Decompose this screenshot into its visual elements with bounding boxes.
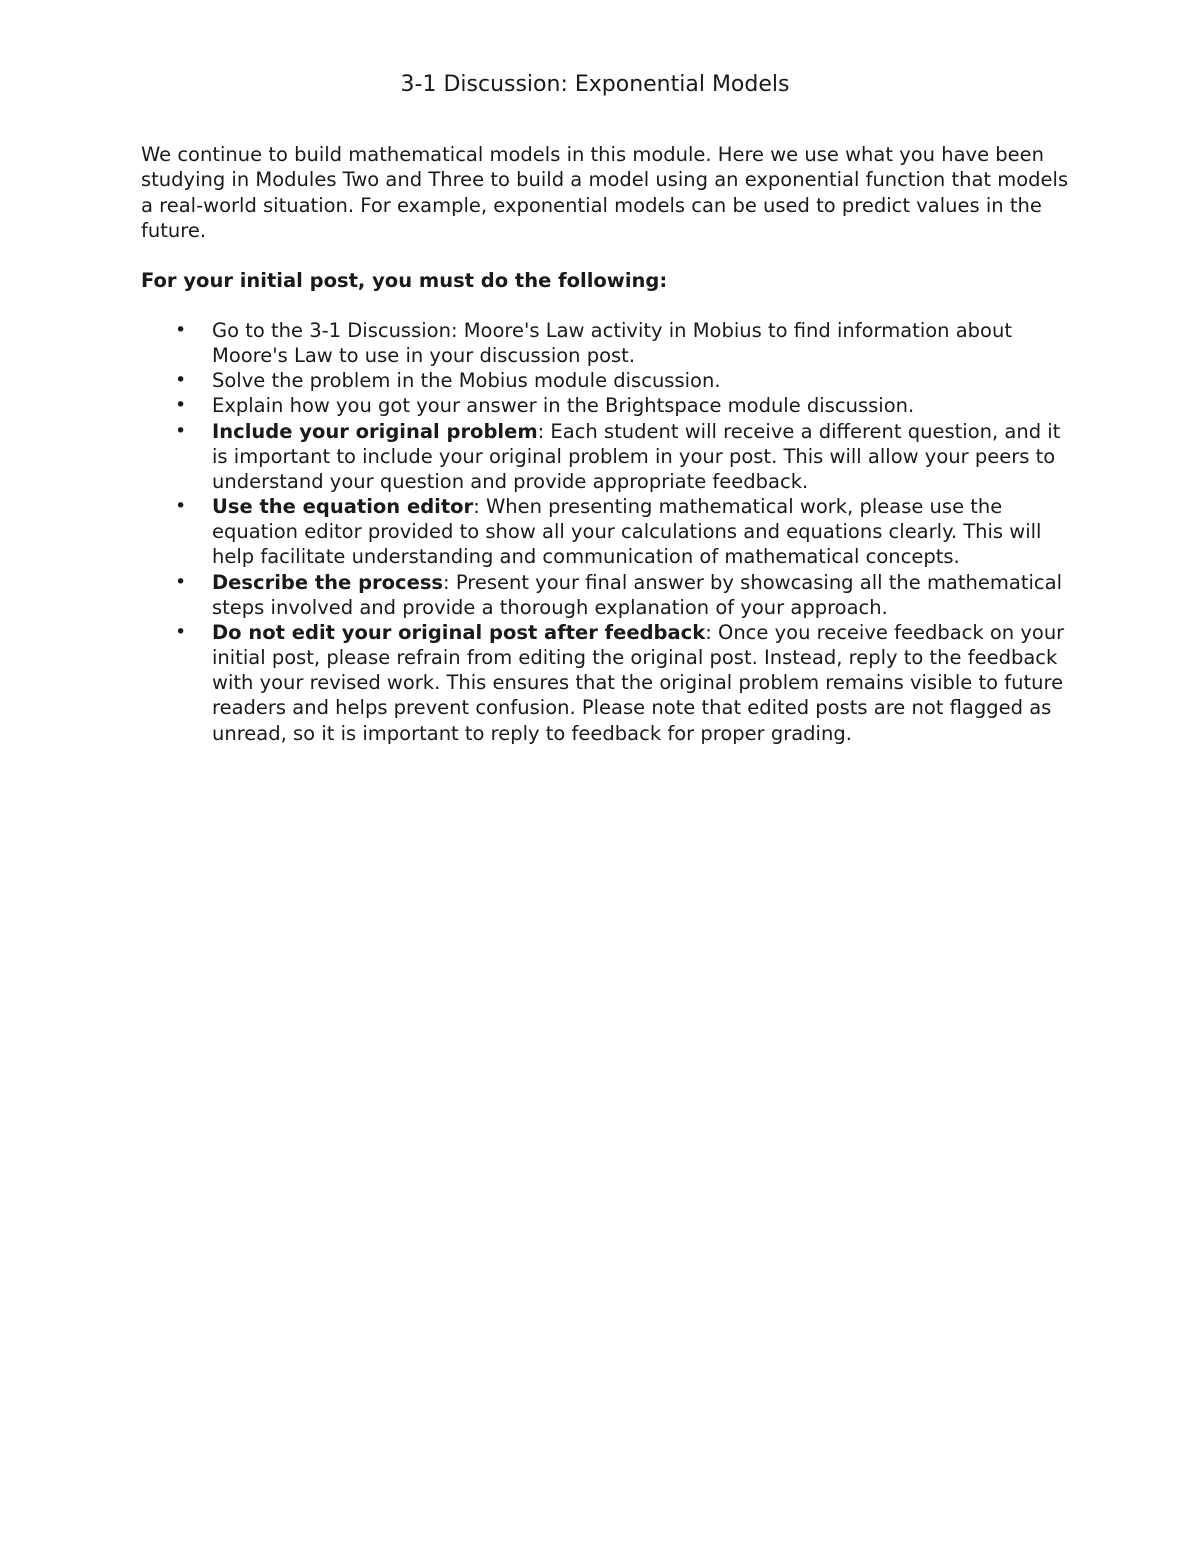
list-item (141, 494, 1071, 569)
bullet-icon: • (175, 570, 187, 593)
list-item (141, 393, 1071, 418)
item-text: : Each student will receive a different question, and it is important to include your original problem in your post. This will allow your peers to understand your question and provide appropriate feedback. (212, 419, 1061, 493)
item-lead: Do not edit your original post after feedback (212, 620, 706, 644)
bullet-icon: • (175, 394, 187, 417)
item-text: : When presenting mathematical work, please use the equation editor provided to show all your calculations and equations clearly. This will help facilitate understanding and communication of mathematical concepts. (212, 495, 1042, 569)
item-text: Go to the 3-1 Discussion: Moore's Law activity in Mobius to find information about Moore's Law to use in your discussion post. (212, 319, 1012, 368)
list-item (141, 368, 1071, 393)
item-text: Solve the problem in the Mobius module discussion. (212, 369, 721, 393)
bullet-icon: • (175, 369, 187, 392)
list-item (141, 570, 1071, 620)
item-lead: Include your original problem (212, 419, 538, 443)
list-item (141, 620, 1071, 746)
requirements-list (141, 318, 1071, 746)
item-lead: Describe the process (212, 570, 444, 594)
item-text: Explain how you got your answer in the Brightspace module discussion. (212, 394, 915, 418)
bullet-icon: • (175, 620, 187, 643)
list-item (141, 419, 1071, 494)
item-lead: Use the equation editor (212, 495, 474, 519)
item-text: : Once you receive feedback on your initial post, please refrain from editing the original post. Instead, reply to the feedback with your revised work. This ensures that the original problem remains visible to future readers and helps prevent confusion. Please note that edited posts are not flagged as unread, so it is important to reply to feedback for proper grading. (212, 620, 1065, 745)
bullet-icon: • (175, 419, 187, 442)
bullet-icon: • (175, 319, 187, 341)
instructions-heading: For your initial post, you must do the following: (141, 269, 668, 292)
document-title: 3-1 Discussion: Exponential Models (400, 72, 790, 97)
bullet-icon: • (175, 495, 187, 518)
intro-paragraph: We continue to build mathematical models in this module. Here we use what you have been studying in Modules Two and Three to build a model using an exponential function that models a real-world situation. For example, exponential models can be used to predict values in the future. (141, 143, 1069, 242)
list-item (141, 318, 1071, 368)
item-text: : Present your final answer by showcasing all the mathematical steps involved and provide a thorough explanation of your approach. (212, 570, 1062, 619)
